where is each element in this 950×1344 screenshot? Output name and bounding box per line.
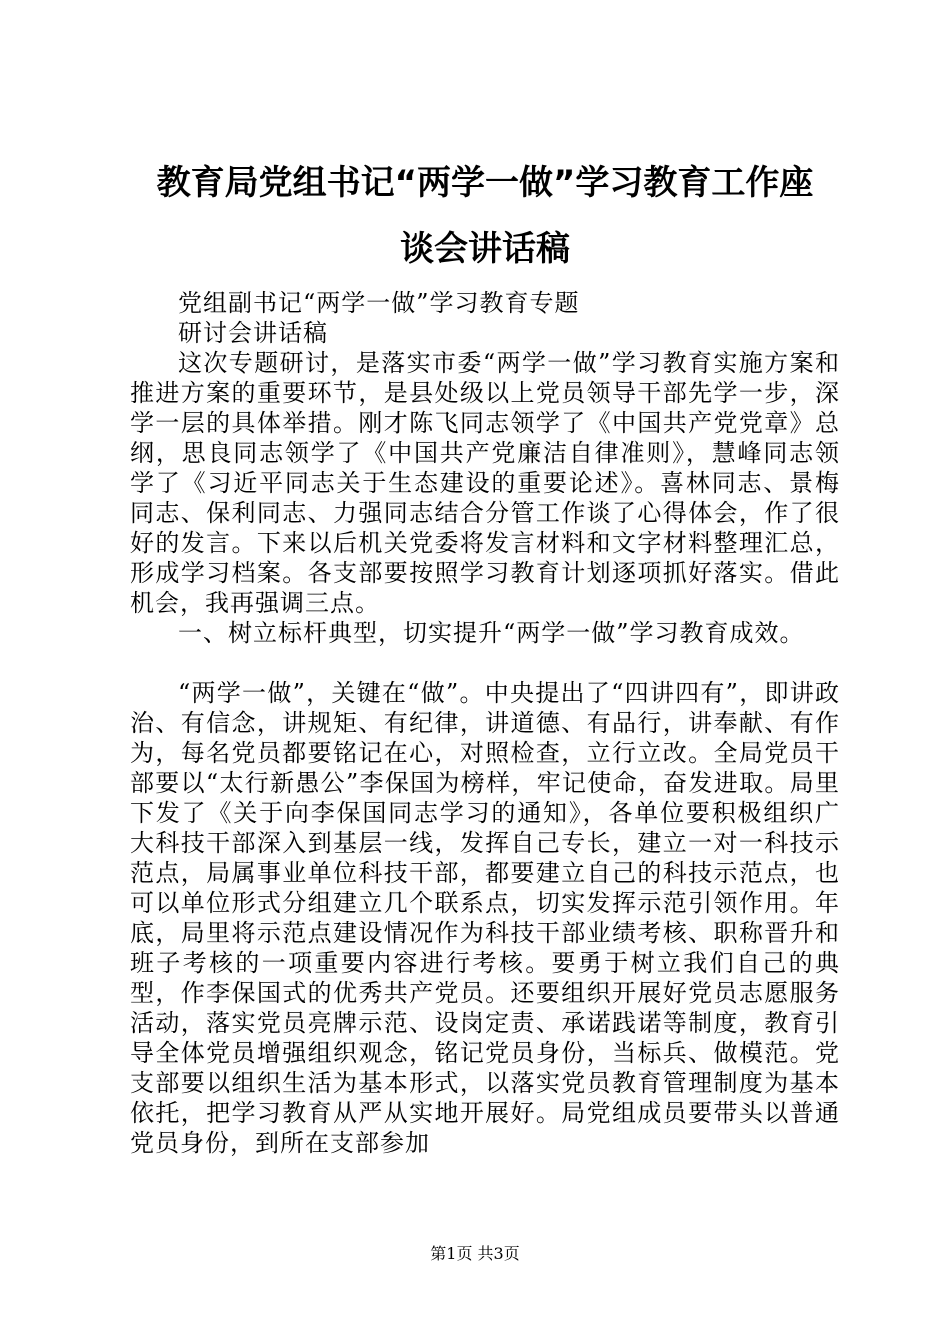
document-page (130, 160, 840, 1158)
page-footer: 第1页 共3页 (430, 1244, 520, 1263)
document-title (130, 160, 840, 272)
subtitle-line-2: 研讨会讲话稿 (178, 319, 328, 347)
title-line-2: 谈会讲话稿 (400, 229, 570, 269)
paragraph-section-1: “两学一做”，关键在“做”。中央提出了“四讲四有”，即讲政治、有信念，讲规矩、有纪律，讲道德、有品行，讲奉献、有作为，每名党员都要铭记在心，对照检查，立行立改。全局党员干部要以“太行新愚公”李保国为榜样，牢记使命，奋发进取。局里下发了《关于向李保国同志学习的通知》，各单位要积极组织广大科技干部深入到基层一线，发挥自己专长，建立一对一科技示范点，局属事业单位科技干部，都要建立自己的科技示范点，也可以单位形式分组建立几个联系点，切实发挥示范引领作用。年底，局里将示范点建设情况作为科技干部业绩考核、职称晋升和班子考核的一项重要内容进行考核。要勇于树立我们自己的典型，作李保国式的优秀共产党员。还要组织开展好党员志愿服务活动，落实党员亮牌示范、设岗定责、承诺践诺等制度，教育引导全体党员增强组织观念，铭记党员身份，当标兵、做模范。党支部要以组织生活为基本形式，以落实党员教育管理制度为基本依托，把学习教育从严从实地开展好。局党组成员要带头以普通党员身份，到所在支部参加 (130, 679, 840, 1157)
document-body (130, 288, 840, 1158)
subtitle-line-1: 党组副书记“两学一做”学习教育专题 (178, 289, 580, 317)
section-heading-1: 一、树立标杆典型，切实提升“两学一做”学习教育成效。 (178, 619, 805, 647)
paragraph-intro: 这次专题研讨，是落实市委“两学一做”学习教育实施方案和推进方案的重要环节，是县处级以上党员领导干部先学一步，深学一层的具体举措。刚才陈飞同志领学了《中国共产党党章》总纲，思良同志领学了《中国共产党廉洁自律准则》，慧峰同志领学了《习近平同志关于生态建设的重要论述》。喜林同志、景梅同志、保利同志、力强同志结合分管工作谈了心得体会，作了很好的发言。下来以后机关党委将发言材料和文字材料整理汇总，形成学习档案。各支部要按照学习教育计划逐项抓好落实。借此机会，我再强调三点。 (130, 349, 840, 617)
title-line-1: 教育局党组书记“两学一做”学习教育工作座 (156, 163, 814, 203)
paragraph-gap (130, 648, 840, 678)
